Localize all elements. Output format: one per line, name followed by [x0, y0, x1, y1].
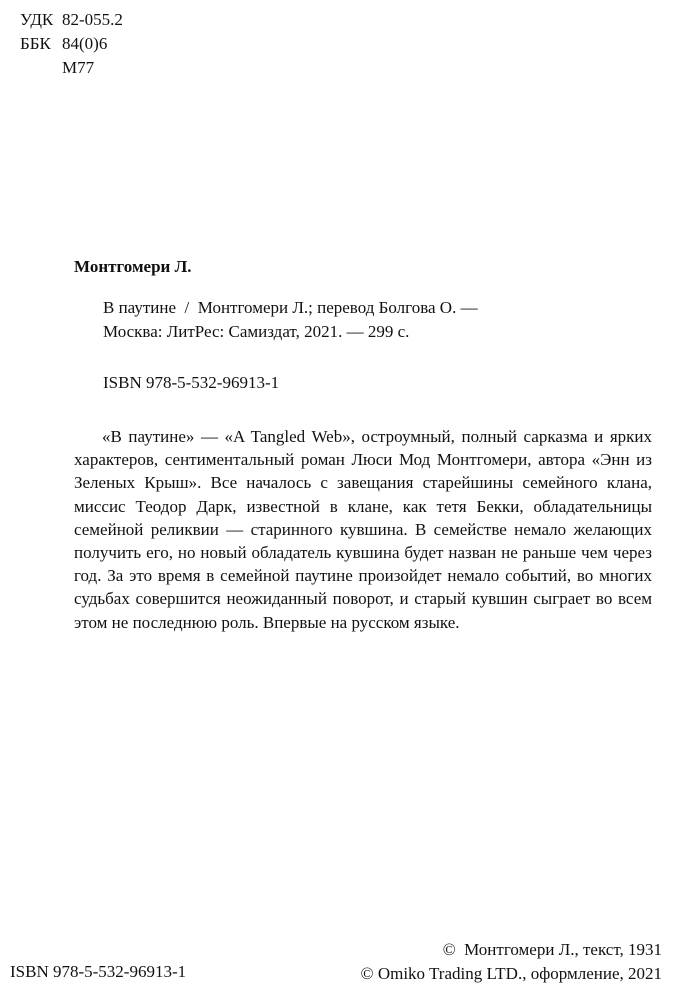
bbk-row — [20, 34, 107, 54]
bibliographic-line-2: Москва: ЛитРес: Самиздат, 2021. — 299 с. — [103, 322, 410, 341]
copyright-design: © Omiko Trading LTD., оформление, 2021 — [360, 964, 662, 983]
author-mark-value: М77 — [62, 58, 95, 77]
bibliographic-line-1: В паутине / Монтгомери Л.; перевод Болгова О. — — [103, 298, 478, 317]
author-heading: Монтгомери Л. — [74, 257, 192, 276]
udk-row — [20, 10, 123, 30]
annotation-text: «В паутине» — «A Tangled Web», остроумный, полный сарказма и ярких характеров, сентиментальный роман Люси Мод Монтгомери, автора «Энн из Зеленых Крыш». Все началось с завещания старейшины семейного клана, миссис Теодор Дарк, известной в клане, как тетя Бекки, обладательницы семейной реликвии — старинного кувшина. В семействе немало желающих получить его, но новый обладатель кувшина будет назван не раньше чем через год. За это время в семейной паутине произойдет немало событий, во многих судьбах совершится неожиданный поворот, и старый кувшин сыграет во всем этом не последнюю роль. Впервые на русском языке. — [74, 427, 652, 632]
copyright-text: © Монтгомери Л., текст, 1931 — [442, 940, 662, 959]
udk-value: 82-055.2 — [62, 10, 123, 29]
isbn: ISBN 978-5-532-96913-1 — [103, 373, 280, 392]
bibliographic-description — [103, 296, 478, 344]
author-mark-row — [20, 58, 94, 78]
bbk-label: ББК — [20, 34, 51, 53]
annotation-block — [74, 425, 652, 634]
footer-isbn: ISBN 978-5-532-96913-1 — [10, 962, 187, 981]
udk-label: УДК — [20, 10, 54, 29]
bbk-value: 84(0)6 — [62, 34, 108, 53]
copyright-block — [361, 938, 662, 986]
